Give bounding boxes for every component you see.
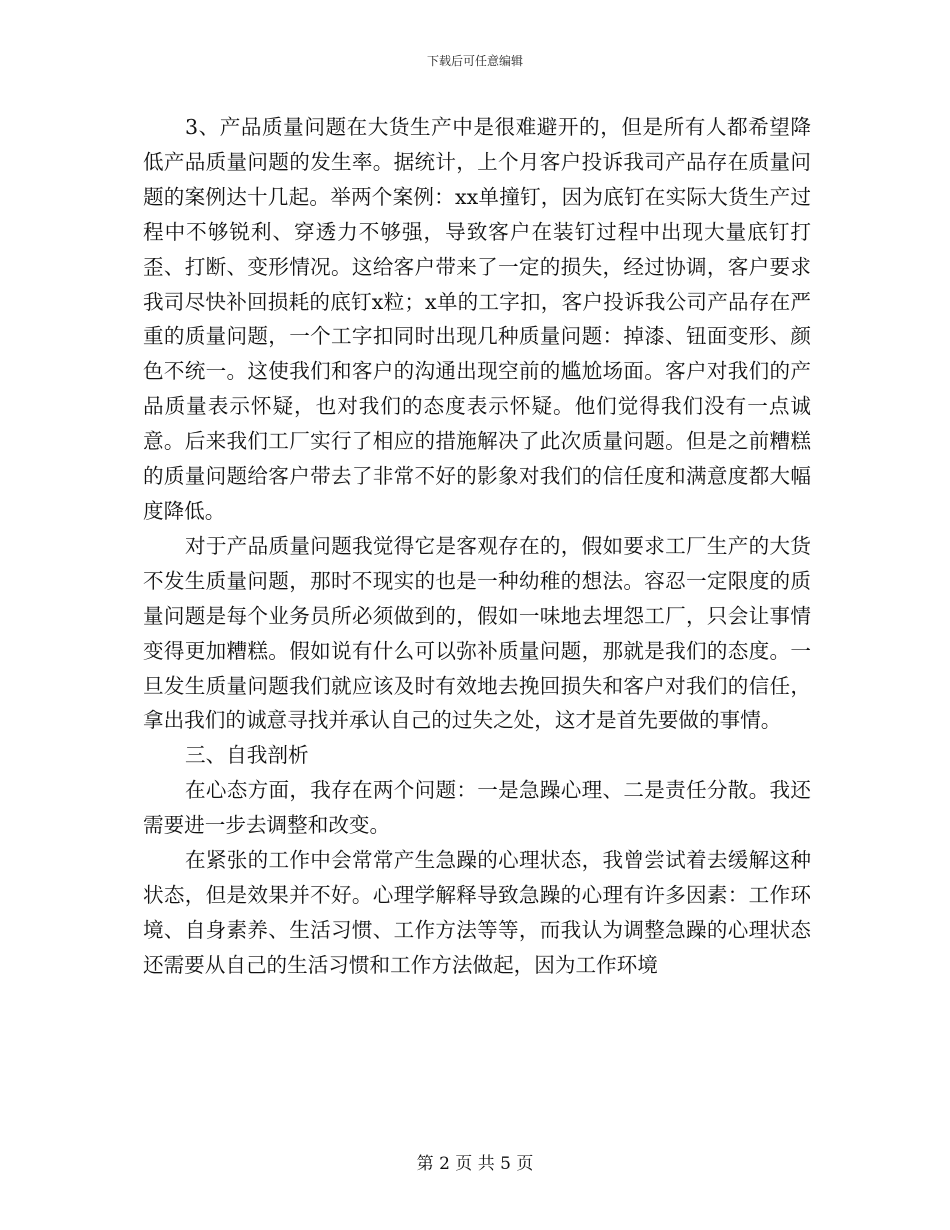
document-body (143, 110, 811, 983)
paragraph-quality-opinion: 对于产品质量问题我觉得它是客观存在的，假如要求工厂生产的大货不发生质量问题，那时不现实的也是一种幼稚的想法。容忍一定限度的质量问题是每个业务员所必须做到的，假如一味地去埋怨工厂，只会让事情变得更加糟糕。假如说有什么可以弥补质量问题，那就是我们的态度。一旦发生质量问题我们就应该及时有效地去挽回损失和客户对我们的信任，拿出我们的诚意寻找并承认自己的过失之处，这才是首先要做的事情。 (143, 533, 811, 733)
paragraph-quality-case: 3、产品质量问题在大货生产中是很难避开的，但是所有人都希望降低产品质量问题的发生率。据统计，上个月客户投诉我司产品存在质量问题的案例达十几起。举两个案例：xx单撞钉，因为底钉在实际大货生产过程中不够锐利、穿透力不够强，导致客户在装钉过程中出现大量底钉打歪、打断、变形情况。这给客户带来了一定的损失，经过协调，客户要求我司尽快补回损耗的底钉x粒；x单的工字扣，客户投诉我公司产品存在严重的质量问题，一个工字扣同时出现几种质量问题：掉漆、钮面变形、颜色不统一。这使我们和客户的沟通出现空前的尴尬场面。客户对我们的产品质量表示怀疑，也对我们的态度表示怀疑。他们觉得我们没有一点诚意。后来我们工厂实行了相应的措施解决了此次质量问题。但是之前糟糕的质量问题给客户带去了非常不好的影象对我们的信任度和满意度都大幅度降低。 (143, 115, 811, 523)
paragraph-impatience: 在紧张的工作中会常常产生急躁的心理状态，我曾尝试着去缓解这种状态，但是效果并不好。心理学解释导致急躁的心理有许多因素：工作环境、自身素养、生活习惯、工作方法等等，而我认为调整急躁的心理状态还需要从自己的生活习惯和工作方法做起，因为工作环境 (143, 848, 811, 977)
page-header-note: 下载后可任意编辑 (426, 54, 523, 68)
paragraph-mindset: 在心态方面，我存在两个问题：一是急躁心理、二是责任分散。我还需要进一步去调整和改变。 (143, 778, 811, 838)
page-number-footer: 第 2 页 共 5 页 (416, 1154, 534, 1174)
section-heading-self-analysis: 三、自我剖析 (185, 743, 309, 768)
